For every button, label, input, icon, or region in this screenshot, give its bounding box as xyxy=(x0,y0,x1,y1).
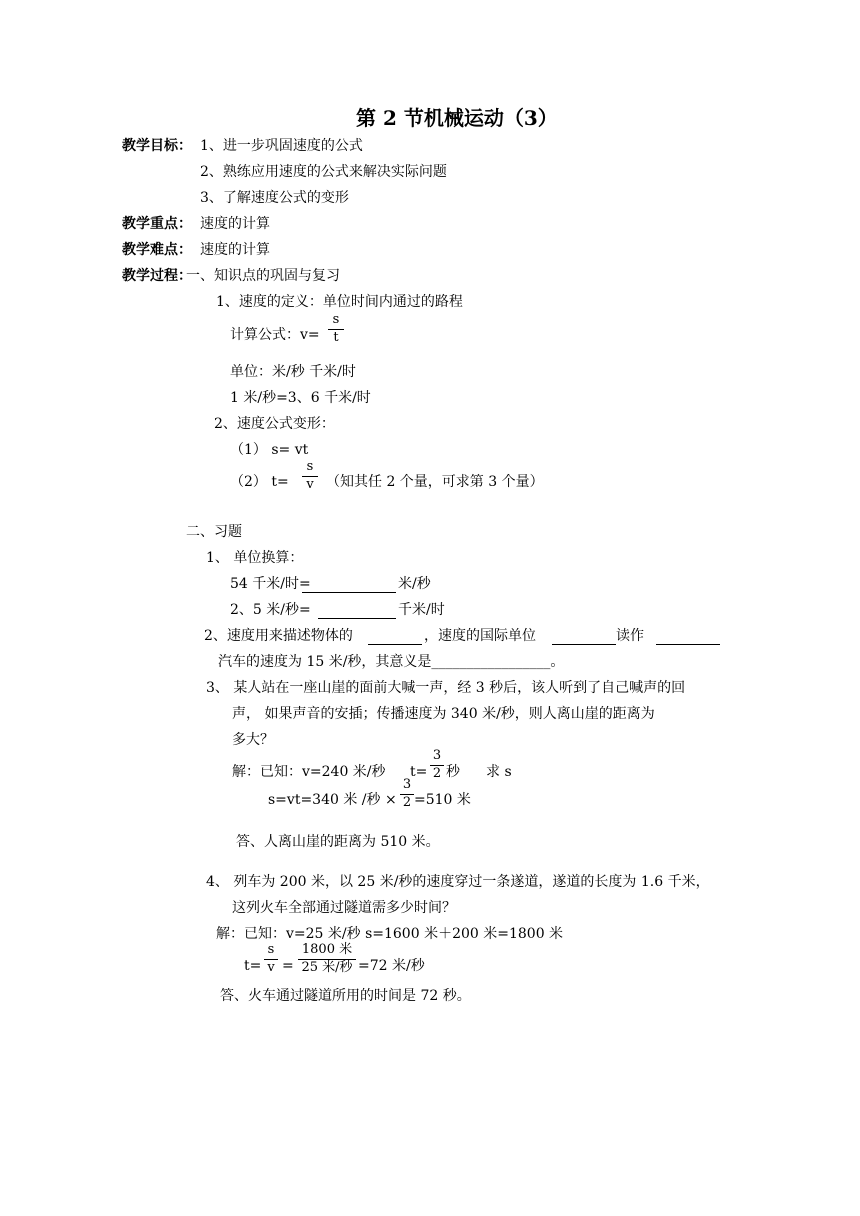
speed-definition: 1、速度的定义：单位时间内通过的路程 xyxy=(216,294,463,310)
q3-calc-left: s=vt=340 米 /秒 × xyxy=(268,792,397,808)
q1-title: 1、 单位换算： xyxy=(206,550,304,566)
q3-t-label: t= xyxy=(410,764,428,780)
q3-answer: 答、人离山崖的距离为 510 米。 xyxy=(236,834,440,850)
difficulty-label: 教学难点： xyxy=(122,242,192,258)
variant-2-label: （2） t= xyxy=(230,474,289,490)
goal-item: 3、了解速度公式的变形 xyxy=(200,190,349,206)
q3-t-unit: 秒 xyxy=(446,764,460,780)
variant-2-note: （知其任 2 个量，可求第 3 个量） xyxy=(326,474,544,490)
q4-fraction-2 xyxy=(298,942,356,976)
q3-calc-fraction xyxy=(400,777,414,811)
variant-2-numerator: s xyxy=(306,459,314,474)
q4-denominator-2: 25 米/秒 xyxy=(301,960,353,975)
key-point-label: 教学重点： xyxy=(122,216,192,232)
q3-line: 多大？ xyxy=(232,732,274,748)
q4-result: =72 米/秒 xyxy=(358,958,425,974)
q3-t-denominator: 2 xyxy=(432,766,442,781)
unit-line: 单位：米/秒 千米/时 xyxy=(230,364,356,380)
variant-2-fraction xyxy=(302,459,318,493)
q2-blank-1[interactable] xyxy=(368,632,422,645)
section-heading: 二、习题 xyxy=(186,524,242,540)
q4-denominator-1: v xyxy=(267,960,275,975)
section-heading: 一、知识点的巩固与复习 xyxy=(186,268,340,284)
q1b-right: 千米/时 xyxy=(398,602,445,618)
q3-known: 解：已知：v=240 米/秒 xyxy=(232,764,386,780)
q2-part-b: ，速度的国际单位 xyxy=(424,628,536,644)
q1b-blank[interactable] xyxy=(318,606,396,619)
variant-1: （1） s= vt xyxy=(230,442,309,458)
q3-calc-numerator: 3 xyxy=(402,777,412,792)
q2-part-a: 2、速度用来描述物体的 xyxy=(204,628,353,644)
variant-2-denominator: v xyxy=(306,477,314,492)
formula-denominator: t xyxy=(333,330,339,345)
goal-item: 2、熟练应用速度的公式来解决实际问题 xyxy=(200,164,447,180)
q3-t-numerator: 3 xyxy=(432,748,442,763)
goal-item: 1、进一步巩固速度的公式 xyxy=(200,138,363,154)
q1a-left: 54 千米/时= xyxy=(230,576,311,592)
q4-equals: = xyxy=(282,958,294,974)
q3-find: 求 s xyxy=(486,764,512,780)
q3-t-fraction xyxy=(430,748,444,782)
q2-line-2: 汽车的速度为 15 米/秒，其意义是_________________。 xyxy=(218,654,565,670)
q4-numerator-1: s xyxy=(267,942,275,957)
q2-part-c: 读作 xyxy=(616,628,644,644)
q3-line: 3、 某人站在一座山崖的面前大喊一声，经 3 秒后，该人听到了自己喊声的回 xyxy=(206,680,686,696)
q4-line: 这列火车全部通过隧道需多少时间？ xyxy=(232,900,456,916)
q4-known: 解：已知：v=25 米/秒 s=1600 米＋200 米=1800 米 xyxy=(216,926,564,942)
q4-answer: 答、火车通过隧道所用的时间是 72 秒。 xyxy=(220,988,471,1004)
formula-numerator: s xyxy=(332,312,340,327)
unit-conversion: 1 米/秒=3、6 千米/时 xyxy=(230,390,371,406)
formula-label: 计算公式：v= xyxy=(230,327,320,343)
q1a-blank[interactable] xyxy=(302,580,396,593)
goals-label: 教学目标： xyxy=(122,138,192,154)
q4-t-label: t= xyxy=(244,958,262,974)
difficulty-text: 速度的计算 xyxy=(200,242,270,258)
q3-line: 声， 如果声音的安插；传播速度为 340 米/秒，则人离山崖的距离为 xyxy=(232,706,655,722)
q2-blank-3[interactable] xyxy=(656,632,720,645)
variants-title: 2、速度公式变形： xyxy=(214,416,335,432)
q3-calc-denominator: 2 xyxy=(402,795,412,810)
process-label: 教学过程： xyxy=(122,268,192,284)
q1b-left: 2、5 米/秒= xyxy=(230,602,311,618)
formula-fraction xyxy=(328,312,344,346)
q2-blank-2[interactable] xyxy=(552,632,616,645)
q3-calc-right: =510 米 xyxy=(414,792,471,808)
q4-numerator-2: 1800 米 xyxy=(301,942,353,957)
q1a-right: 米/秒 xyxy=(398,576,431,592)
q4-line: 4、 列车为 200 米，以 25 米/秒的速度穿过一条遂道，遂道的长度为 1.6 千米， xyxy=(206,874,710,890)
key-point-text: 速度的计算 xyxy=(200,216,270,232)
page-title: 第 2 节机械运动（3） xyxy=(356,106,558,130)
q4-fraction-1 xyxy=(264,942,278,976)
